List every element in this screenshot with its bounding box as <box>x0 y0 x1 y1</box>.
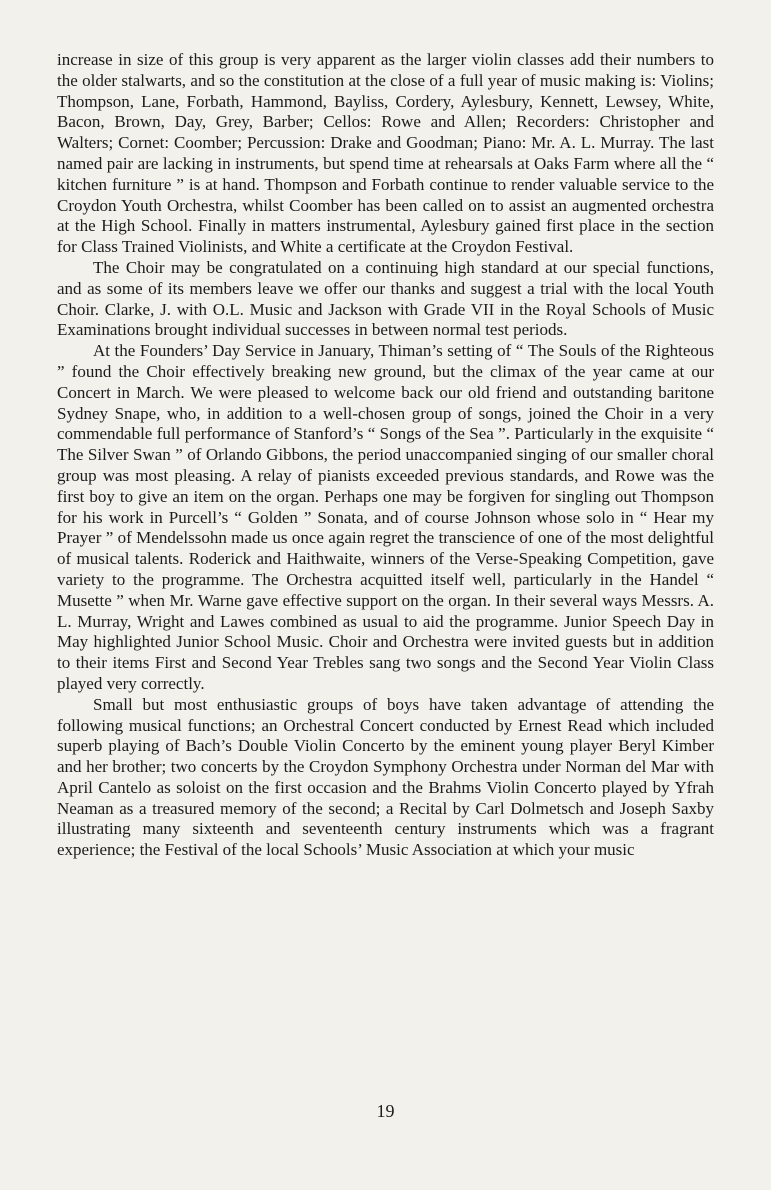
paragraph: At the Founders’ Day Service in January, Thiman’s setting of “ The Souls of the Righteous ” found the Choir effectively breaking new ground, but the climax of the year came at our Concert in March. We were pleased to welcome back our old friend and outstanding baritone Sydney Snape, who, in addition to a well-chosen group of songs, joined the Choir in a very commendable full performance of Stanford’s “ Songs of the Sea ”. Particularly in the exquisite “ The Silver Swan ” of Orlando Gibbons, the period unaccompanied singing of our smaller choral group was most pleasing. A relay of pianists exceeded previous standards, and Rowe was the first boy to give an item on the organ. Perhaps one may be forgiven for singling out Thompson for his work in Purcell’s “ Golden ” Sonata, and of course Johnson whose solo in “ Hear my Prayer ” of Mendelssohn made us once again regret the transcience of one of the most delightful of musical talents. Roderick and Haithwaite, winners of the Verse-Speaking Competition, gave variety to the programme. The Orchestra acquitted itself well, particularly in the Handel “ Musette ” when Mr. Warne gave effective support on the organ. In their several ways Messrs. A. L. Murray, Wright and Lawes combined as usual to aid the programme. Junior Speech Day in May highlighted Junior School Music. Choir and Orchestra were invited guests but in addition to their items First and Second Year Trebles sang two songs and the Second Year Violin Class played very correctly. <box>57 341 714 693</box>
page-body <box>57 50 714 861</box>
page-number: 19 <box>376 1101 395 1121</box>
paragraph: Small but most enthusiastic groups of boys have taken advantage of attending the following musical functions; an Orchestral Concert conducted by Ernest Read which included superb playing of Bach’s Double Violin Concerto by the eminent young player Beryl Kimber and her brother; two concerts by the Croydon Symphony Orchestra under Norman del Mar with April Cantelo as soloist on the first occasion and the Brahms Violin Concerto played by Yfrah Neaman as a treasured memory of the second; a Recital by Carl Dolmetsch and Joseph Saxby illustrating many sixteenth and seventeenth century instruments which was a fragrant experience; the Festival of the local Schools’ Music Association at which your music <box>57 694 714 860</box>
paragraph: The Choir may be congratulated on a continuing high standard at our special functions, and as some of its members leave we offer our thanks and suggest a trial with the local Youth Choir. Clarke, J. with O.L. Music and Jackson with Grade VII in the Royal Schools of Music Examinations brought individual successes in between normal test periods. <box>57 257 714 340</box>
paragraph: increase in size of this group is very apparent as the larger violin classes add their numbers to the older stalwarts, and so the constitution at the close of a full year of music making is: Violins; Thompson, Lane, Forbath, Hammond, Bayliss, Cordery, Aylesbury, Kennett, Lewsey, White, Bacon, Brown, Day, Grey, Barber; Cellos: Rowe and Allen; Recorders: Christopher and Walters; Cornet: Coomber; Percussion: Drake and Goodman; Piano: Mr. A. L. Murray. The last named pair are lacking in instruments, but spend time at rehearsals at Oaks Farm where all the “ kitchen furniture ” is at hand. Thompson and Forbath continue to render valuable service to the Croydon Youth Orchestra, whilst Coomber has been called on to assist an augmented orchestra at the High School. Finally in matters instrumental, Aylesbury gained first place in the section for Class Trained Violinists, and White a certificate at the Croydon Festival. <box>57 50 714 257</box>
